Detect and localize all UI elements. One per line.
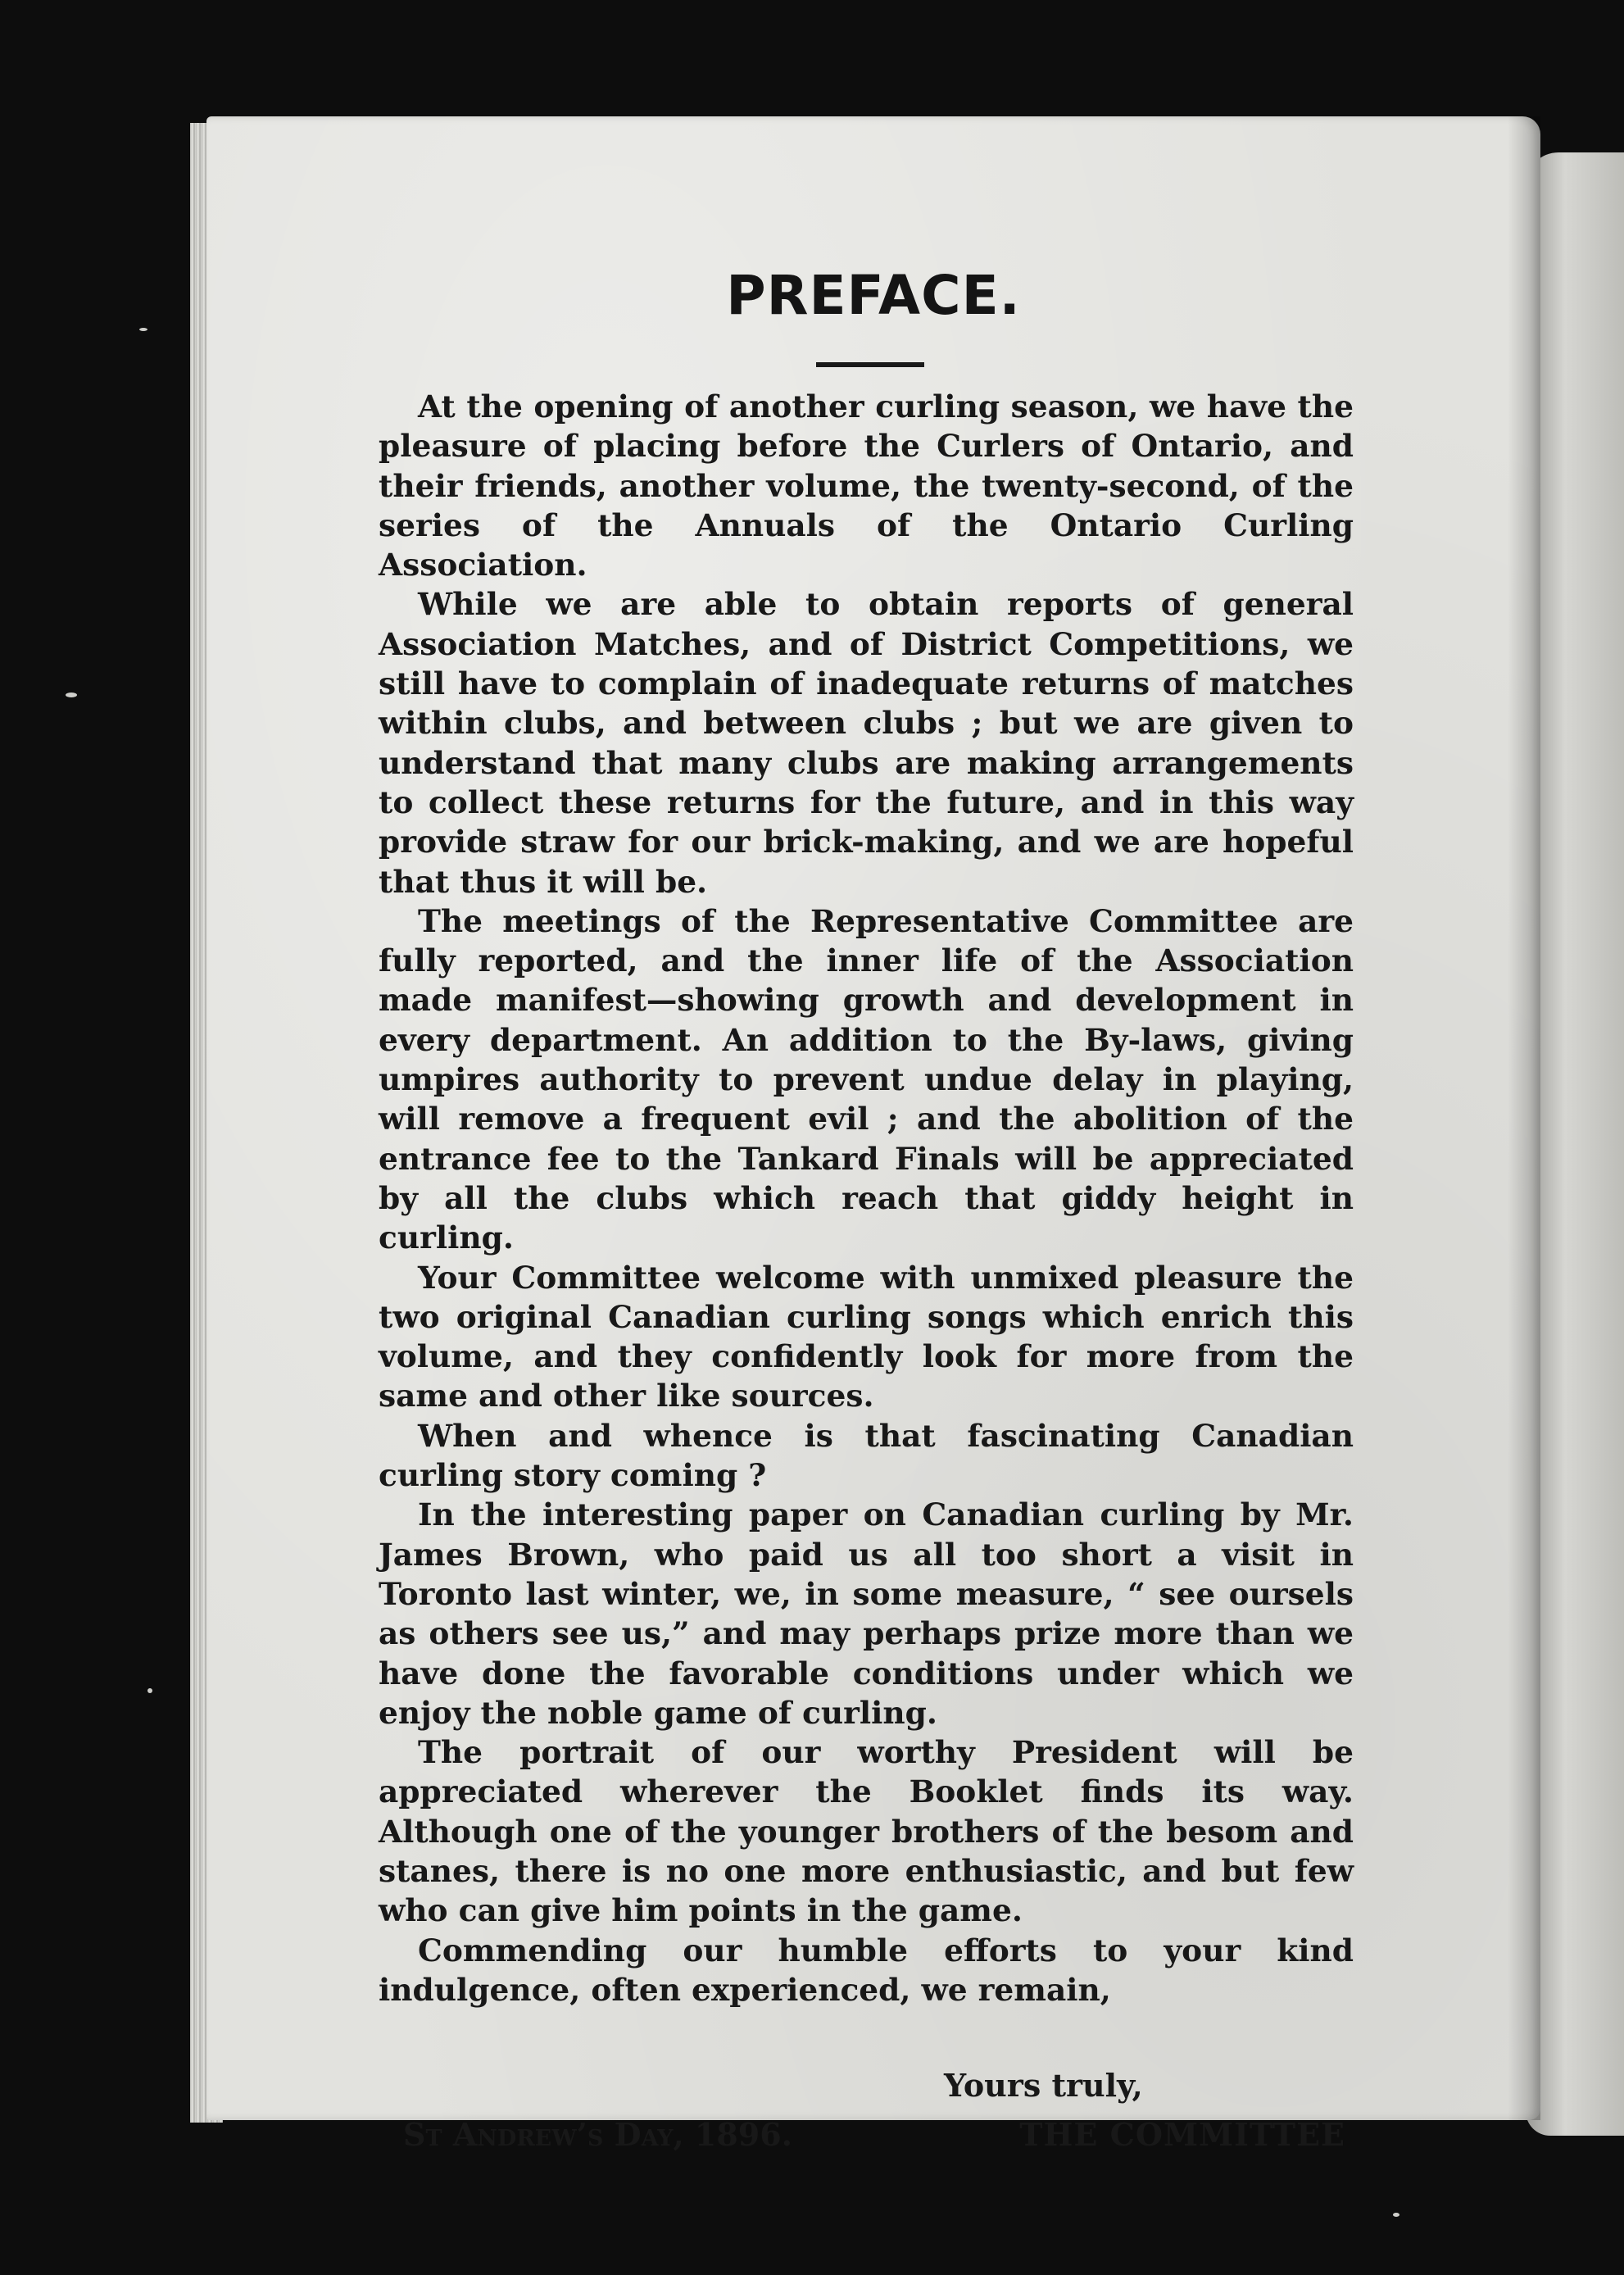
scan-speck [66, 692, 77, 697]
title-rule [816, 362, 924, 367]
page-title: PREFACE. [726, 264, 1021, 327]
paragraph: Your Committee welcome with unmixed pleasure the two original Canadian curling songs which enrich this volume, and they confidently look for more from the same and other like sources. [379, 1259, 1354, 1414]
paragraph: In the interesting paper on Canadian curling by Mr. James Brown, who paid us all too short a visit in Toronto last winter, we, in some measure, “ see oursels as others see us,” and may perhaps prize more than we have done the favorable conditions under which we enjoy the noble game of curling. [379, 1496, 1354, 1731]
scan-speck [139, 328, 147, 331]
facing-page-edge [1526, 152, 1624, 2136]
paragraph: The meetings of the Representative Committee are fully reported, and the inner life of the Association made manifest—showing growth and development in every department. An addition to the By-laws, giving umpires authority to prevent undue delay in playing, will remove a frequent evil ; and the abolition of the entrance fee to the Tankard Finals will be appreciated by all the clubs which reach that giddy height in curling. [379, 902, 1354, 1256]
preface-body [379, 387, 1354, 2009]
book-page [206, 116, 1540, 2153]
date-line: St Andrew’s Day, 1896. [403, 2116, 792, 2153]
spine-shadow [1508, 116, 1540, 2120]
paragraph: The portrait of our worthy President will be appreciated wherever the Booklet finds its way. Although one of the younger brothers of the besom and stanes, there is no one more enthusiastic, and but few who can give him points in the game. [379, 1734, 1354, 1929]
paragraph: While we are able to obtain reports of general Association Matches, and of District Competitions, we still have to complain of inadequate returns of matches within clubs, and between clubs ; but we are given to understand that many clubs are making arrangements to collect these returns for the future, and in this way provide straw for our brick-making, and we are hopeful that thus it will be. [379, 586, 1354, 900]
scan-speck [1393, 2213, 1399, 2217]
closing-salutation: Yours truly, [944, 2067, 1143, 2104]
paragraph: When and whence is that fascinating Canadian curling story coming ? [379, 1417, 1354, 1494]
paragraph: At the opening of another curling season, we have the pleasure of placing before the Curlers of Ontario, and their friends, another volume, the twenty-second, of the series of the Annuals of the Ontario Curling Association. [379, 388, 1354, 584]
scan-speck [147, 1688, 152, 1693]
signature: THE COMMITTEE [1019, 2116, 1345, 2153]
paragraph: Commending our humble efforts to your kind indulgence, often experienced, we remain, [379, 1932, 1354, 2008]
